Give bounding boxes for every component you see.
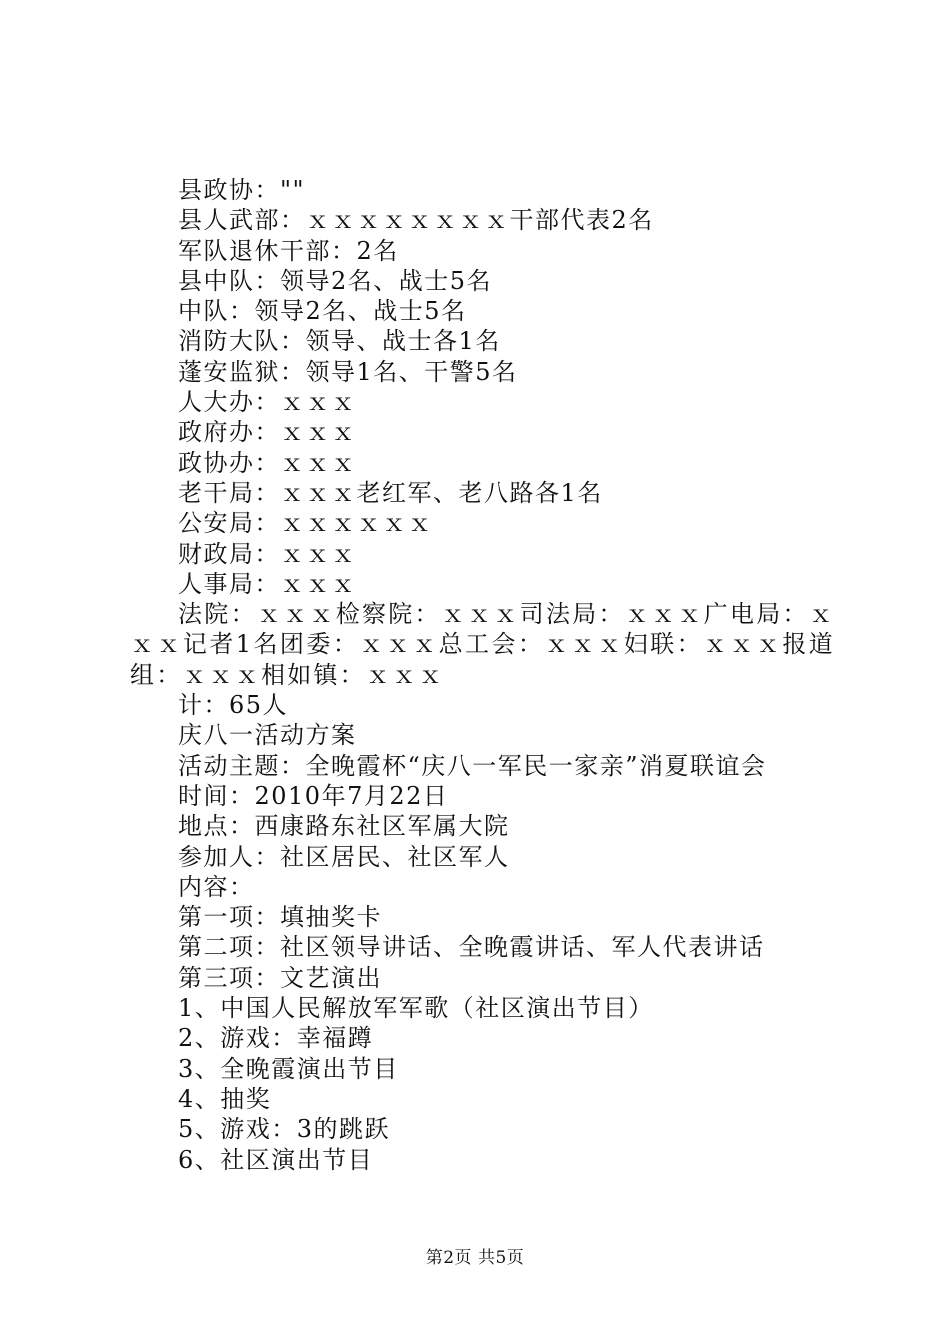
text-line: 第三项：文艺演出 — [178, 963, 382, 992]
list-item: 4、抽奖 — [178, 1084, 272, 1113]
attendee-paragraph: 法院：ｘｘｘ检察院：ｘｘｘ司法局：ｘｘｘ广电局：ｘｘｘ记者1名团委：ｘｘｘ总工会：ｘｘｘ妇联：ｘｘｘ报道组：ｘｘｘ相如镇：ｘｘｘ — [130, 600, 835, 689]
text-line: 内容： — [178, 872, 255, 901]
list-item: 3、全晚霞演出节目 — [178, 1054, 399, 1083]
text-line: 县人武部：ｘｘｘｘｘｘｘｘ干部代表2名 — [178, 206, 654, 235]
text-line: 消防大队：领导、战士各1名 — [178, 327, 501, 356]
text-line: 老干局：ｘｘｘ老红军、老八路各1名 — [178, 478, 603, 507]
section-title: 庆八一活动方案 — [178, 721, 357, 750]
document-body — [130, 175, 835, 1175]
list-item: 6、社区演出节目 — [178, 1145, 374, 1174]
list-item: 1、中国人民解放军军歌（社区演出节目） — [178, 994, 654, 1023]
text-line: 第二项：社区领导讲话、全晚霞讲话、军人代表讲话 — [178, 933, 765, 962]
text-line: 中队：领导2名、战士5名 — [178, 297, 467, 326]
text-line: 人大办：ｘｘｘ — [178, 388, 357, 417]
text-line: 参加人：社区居民、社区军人 — [178, 842, 510, 871]
list-item: 2、游戏：幸福蹲 — [178, 1024, 374, 1053]
text-line: 地点：西康路东社区军属大院 — [178, 812, 510, 841]
text-line: 县中队：领导2名、战士5名 — [178, 266, 493, 295]
list-item: 5、游戏：3的跳跃 — [178, 1115, 391, 1144]
text-line: 时间：2010年7月22日 — [178, 781, 449, 810]
page-footer: 第2页 共5页 — [425, 1248, 525, 1268]
text-line: 财政局：ｘｘｘ — [178, 539, 357, 568]
text-line: 县政协："" — [178, 176, 306, 204]
text-line: 活动主题：全晚霞杯“庆八一军民一家亲”消夏联谊会 — [178, 751, 767, 780]
text-line: 政协办：ｘｘｘ — [178, 448, 357, 477]
text-line: 军队退休干部：2名 — [178, 236, 399, 265]
text-line: 政府办：ｘｘｘ — [178, 418, 357, 447]
text-line: 人事局：ｘｘｘ — [178, 569, 357, 598]
text-line: 第一项：填抽奖卡 — [178, 903, 382, 932]
text-line: 蓬安监狱：领导1名、干警5名 — [178, 357, 518, 386]
text-line: 计：65人 — [178, 691, 289, 720]
text-line: 公安局：ｘｘｘｘｘｘ — [178, 509, 433, 538]
